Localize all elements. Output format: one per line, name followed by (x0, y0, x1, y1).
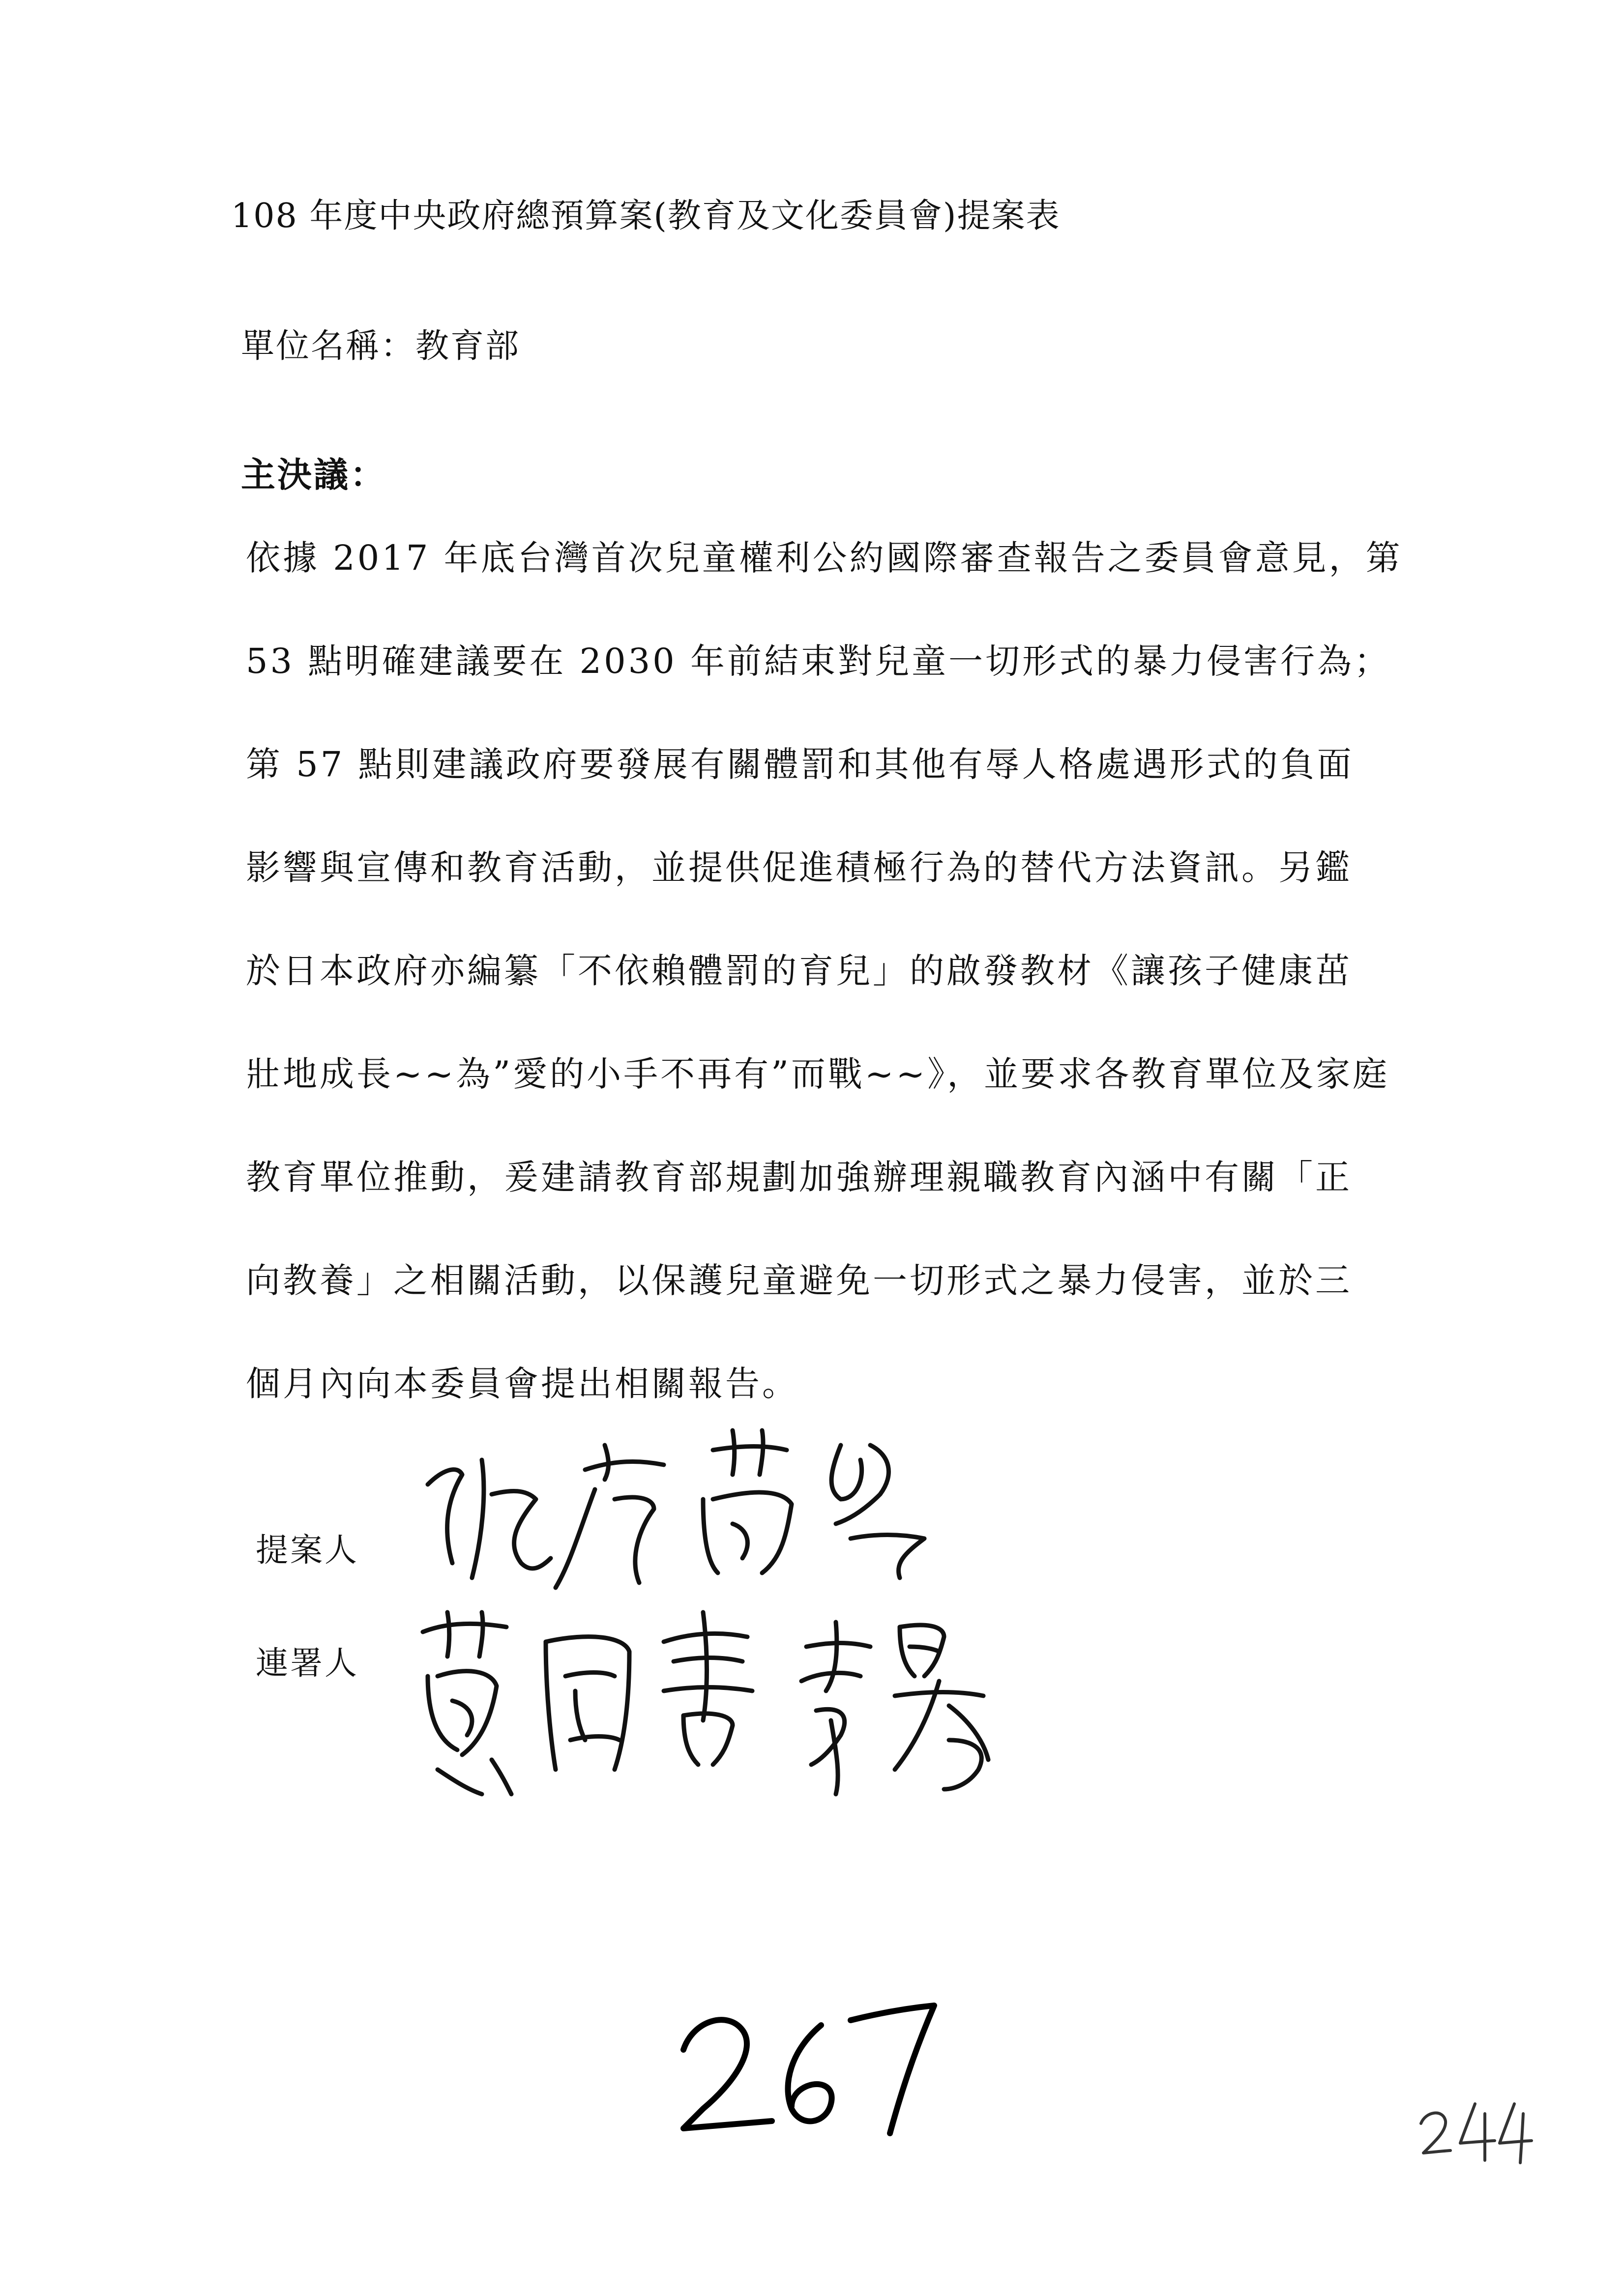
document-title: 108 年度中央政府總預算案(教育及文化委員會)提案表 (231, 197, 1061, 235)
unit-name-line: 單位名稱：教育部 (241, 327, 521, 366)
handwritten-page-number (674, 1986, 939, 2138)
body-line: 第 57 點則建議政府要發展有關體罰和其他有辱人格處遇形式的負面 (246, 744, 1354, 785)
body-line: 個月內向本委員會提出相關報告。 (246, 1364, 799, 1404)
proposer-label: 提案人 (256, 1531, 359, 1569)
body-line: 教育單位推動，爰建請教育部規劃加強辦理親職教育內涵中有關「正 (246, 1157, 1352, 1197)
cosigner-label: 連署人 (256, 1644, 359, 1682)
body-line: 影響與宣傳和教育活動，並提供促進積極行為的替代方法資訊。另鑑 (246, 847, 1352, 888)
body-line: 向教養」之相關活動，以保護兒童避免一切形式之暴力侵害，並於三 (246, 1260, 1352, 1301)
body-line: 53 點明確建議要在 2030 年前結束對兒童一切形式的暴力侵害行為； (246, 641, 1391, 681)
body-line: 壯地成長~~為”愛的小手不再有”而戰~~》，並要求各教育單位及家庭 (246, 1054, 1390, 1094)
proposer-signature (408, 1416, 998, 1602)
resolution-heading: 主決議： (241, 454, 386, 495)
cosigner-row (256, 1637, 359, 1684)
cosigner-signatures (408, 1593, 1062, 1804)
body-line: 於日本政府亦編纂「不依賴體罰的育兒」的啟發教材《讓孩子健康茁 (246, 951, 1352, 991)
resolution-body (246, 533, 1426, 1462)
body-line: 依據 2017 年底台灣首次兒童權利公約國際審查報告之委員會意見，第 (246, 538, 1403, 578)
proposer-row (256, 1524, 359, 1570)
handwritten-corner-number (1416, 2094, 1534, 2168)
